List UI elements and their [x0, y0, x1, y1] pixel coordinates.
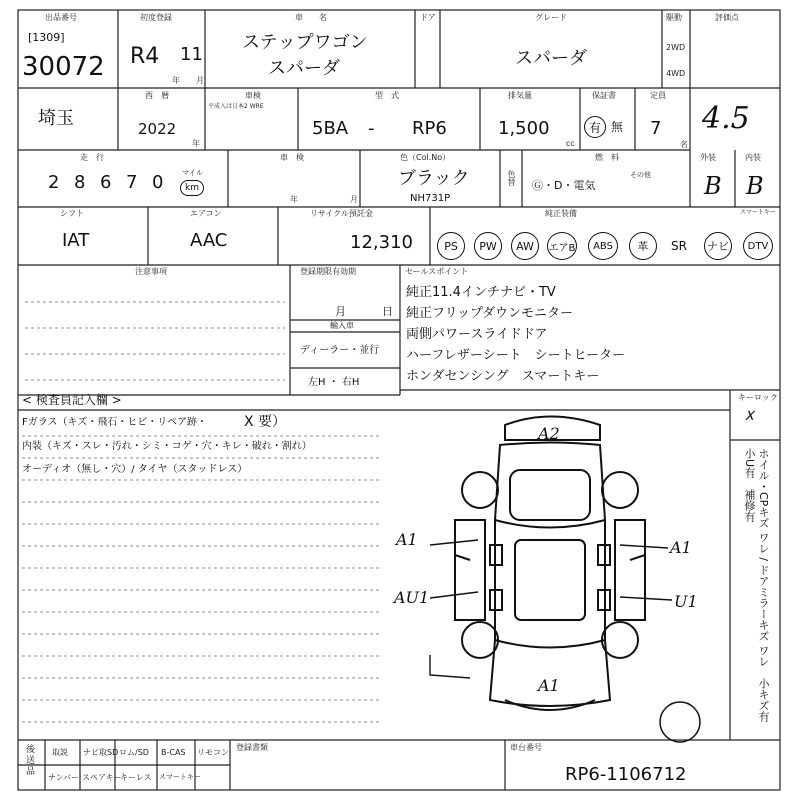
exterior-value: B	[704, 172, 722, 200]
equipment-label: 純正装備	[545, 209, 577, 218]
shaken-nen: 年	[290, 195, 298, 204]
capacity-unit: 名	[680, 140, 688, 149]
seireki-label: 西 暦	[145, 91, 169, 100]
fuel-label: 燃 料	[595, 153, 619, 162]
region: 埼玉	[38, 108, 74, 129]
mark-right-rear: U1	[674, 592, 698, 611]
equip-airbag: エアB	[547, 232, 577, 260]
shaken-label: 車 検	[280, 153, 304, 162]
aircon-label: エアコン	[190, 209, 222, 218]
recycle-label: リサイクル預託金	[310, 209, 373, 218]
model-prefix: 5BA	[312, 118, 349, 139]
inspector-label: < 検査員記入欄 >	[22, 393, 122, 407]
warranty-yes: 有	[584, 116, 606, 138]
keyless-label: スマートキー	[740, 209, 776, 216]
seireki-nen: 年	[192, 139, 200, 148]
model-label: 型 式	[375, 91, 399, 100]
displacement-label: 排気量	[508, 91, 532, 100]
inspector-line2: 内装（キズ・スレ・汚れ・シミ・コゲ・穴・キレ・破れ・割れ）	[22, 441, 312, 452]
model-dash: -	[368, 118, 375, 139]
mark-left-rear: AU1	[394, 588, 430, 607]
chassis-label: 車台番号	[510, 743, 542, 752]
exterior-label: 外装	[700, 153, 716, 162]
acc-item-3: ロム/SD	[119, 748, 149, 757]
mark-left-front: A1	[396, 530, 418, 549]
lot-bracket: [1309]	[28, 31, 65, 44]
fuel-other: その他	[630, 171, 651, 179]
acc-item-5: リモコン	[197, 748, 229, 757]
sales-points-label: セールスポイント	[405, 267, 469, 276]
color-label: 色（Col.No）	[400, 153, 451, 162]
mileage-digit-1: 2	[48, 172, 60, 193]
car-name-label: 車 名	[295, 13, 327, 22]
interior-value: B	[746, 172, 764, 200]
drive-2wd: 2WD	[666, 43, 686, 52]
shaken-tsuki: 月	[350, 195, 358, 204]
acc-item-7: スペアキー	[82, 773, 122, 782]
dealer-parallel: ディーラー・並行	[300, 345, 380, 356]
inspector-line1: Fガラス（キズ・飛石・ヒビ・リペア跡・	[22, 417, 208, 428]
reg-deadline-label: 登録期限有効期	[300, 267, 356, 276]
doors-label: ドア	[420, 13, 436, 22]
color-value: ブラック	[398, 168, 470, 189]
mileage-digit-3: 6	[100, 172, 112, 193]
aircon-value: AAC	[190, 230, 228, 251]
era-year: R4	[130, 44, 160, 69]
reg-deadline-day: 日	[382, 305, 393, 318]
grade-value: スパーダ	[515, 48, 587, 69]
chassis-value: RP6-1106712	[565, 764, 687, 785]
acc-item-9: スマートキー	[159, 773, 201, 781]
equip-pw: PW	[474, 232, 502, 260]
shift-label: シフト	[60, 209, 84, 218]
acc-item-2: ナビ取SD	[83, 748, 119, 757]
recycle-value: 12,310	[350, 232, 413, 253]
month-char: 月	[196, 76, 204, 85]
reg-month: 11	[180, 44, 203, 65]
equip-leather: 革	[629, 232, 657, 260]
interior-label: 内装	[745, 153, 761, 162]
km-mark: km	[180, 180, 204, 196]
inspector-line1-mark: X 要）	[244, 414, 287, 430]
sales-point-4: ハーフレザーシート シートヒーター	[406, 348, 626, 363]
shift-value: IAT	[62, 230, 90, 251]
car-name-line2: スパーダ	[268, 58, 340, 79]
first-reg-label: 初度登録	[140, 13, 172, 22]
grade-label: グレード	[535, 13, 567, 22]
lot-number: 30072	[22, 52, 105, 82]
sales-point-1: 純正11.4インチナビ・TV	[406, 285, 556, 300]
car-name-line1: ステップワゴン	[242, 32, 368, 53]
mark-rear: A1	[538, 676, 560, 695]
capacity-label: 定員	[650, 91, 666, 100]
capacity-value: 7	[650, 118, 662, 139]
displacement-value: 1,500	[498, 118, 550, 139]
reg-docs-label: 登録書類	[236, 743, 268, 752]
inspection-label: 車検	[245, 91, 261, 100]
key-lock-label: キーロック	[738, 393, 778, 402]
acc-item-4: B-CAS	[161, 748, 186, 757]
mileage-digit-2: 8	[74, 172, 86, 193]
mileage-digit-5: 0	[152, 172, 164, 193]
fuel-options: Ⓖ・D・電気	[532, 179, 596, 192]
equip-ps: PS	[437, 232, 465, 260]
equip-navi: ナビ	[704, 232, 732, 260]
key-lock-mark: ᕁ	[742, 408, 753, 433]
vertical-note: ホイル・CPキズ ワレ / ドアミラーキズ ワレ 小キズ有 小U有 補修有	[743, 448, 770, 734]
score-value: 4.5	[702, 101, 750, 136]
import-label: 輸入車	[330, 321, 354, 330]
warranty-label: 保証書	[592, 91, 616, 100]
color-change-label: 色替	[507, 170, 516, 186]
mark-front: A2	[538, 424, 560, 443]
inspection-note: 平成入は日本2 WRE	[208, 103, 264, 110]
hand-drive: 左H ・ 右H	[308, 377, 360, 388]
displacement-cc: cc	[566, 139, 575, 148]
car-diagram	[455, 417, 645, 711]
drive-label: 駆動	[666, 13, 682, 22]
acc-item-8: キーレス	[120, 773, 152, 782]
year-char: 年	[172, 76, 180, 85]
equip-abs: ABS	[588, 232, 618, 260]
equip-dtv: DTV	[743, 232, 773, 260]
mark-right-front: A1	[670, 538, 692, 557]
sales-point-5: ホンダセンシング スマートキー	[406, 369, 600, 384]
accessories-label: 後送品	[24, 744, 34, 777]
sales-point-3: 両側パワースライドドア	[406, 327, 548, 342]
inspector-line3: オーディオ（無し・穴）/ タイヤ（スタッドレス）	[22, 464, 248, 475]
score-label: 評価点	[715, 13, 739, 22]
mileage-digit-4: 7	[126, 172, 138, 193]
drive-4wd: 4WD	[666, 69, 686, 78]
mileage-label: 走 行	[80, 153, 104, 162]
equip-sr: SR	[671, 239, 687, 253]
sales-point-2: 純正フリップダウンモニター	[406, 306, 574, 321]
warranty-no: 無	[611, 120, 624, 134]
seireki-value: 2022	[138, 120, 177, 138]
mile-mark: マイル	[182, 169, 203, 177]
model-code: RP6	[412, 118, 447, 139]
acc-item-1: 取説	[52, 748, 68, 757]
equip-aw: AW	[511, 232, 539, 260]
acc-item-6: ナンバー	[48, 773, 80, 782]
lot-label: 出品番号	[45, 13, 77, 22]
caution-label: 注意事項	[135, 267, 167, 276]
reg-deadline-month: 月	[335, 305, 346, 318]
color-no: NH731P	[410, 193, 451, 204]
